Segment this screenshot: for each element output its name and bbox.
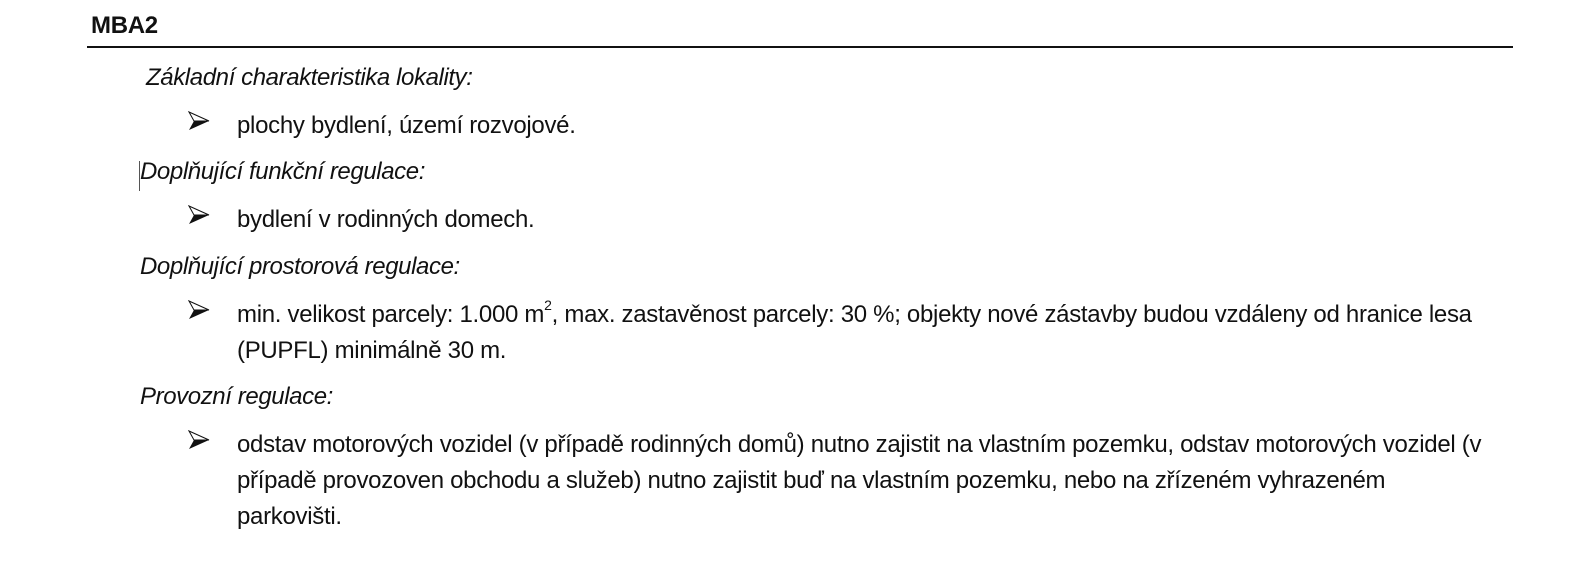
arrow-bullet-icon [188,299,237,371]
label-operational-regulation: Provozní regulace: [140,383,333,410]
superscript: 2 [544,297,552,313]
label-basic-characteristics: Základní charakteristika lokality: [146,64,473,91]
list-item [188,427,1487,535]
arrow-bullet-icon [188,204,237,240]
label-spatial-regulation: Doplňující prostorová regulace: [140,253,460,280]
arrow-bullet-icon [188,429,237,537]
list-item [188,202,1527,238]
arrow-bullet-icon [188,110,237,146]
bullet-text-part: min. velikost parcely: 1.000 m [237,301,545,328]
bullet-text: bydlení v rodinných domech. [237,206,535,233]
list-item [188,108,1527,144]
label-functional-regulation: Doplňující funkční regulace: [140,158,425,185]
bullet-text-part: , max. zastavěnost parcely: 30 %; objekty nové zástavby budou vzdáleny od hranice lesa (PUPFL) minimálně 30 m. [237,301,1472,364]
heading-divider [87,46,1513,48]
bullet-text: plochy bydlení, území rozvojové. [237,112,576,139]
bullet-text: odstav motorových vozidel (v případě rodinných domů) nutno zajistit na vlastním pozemku, odstav motorových vozidel (v případě provozoven obchodu a služeb) nutno zajistit buď na vlastním pozemku, nebo na zřízeném vyhrazeném parkovišti. [237,431,1482,530]
list-item [188,297,1527,369]
section-heading: MBA2 [91,12,158,39]
bullet-text [237,297,1527,369]
